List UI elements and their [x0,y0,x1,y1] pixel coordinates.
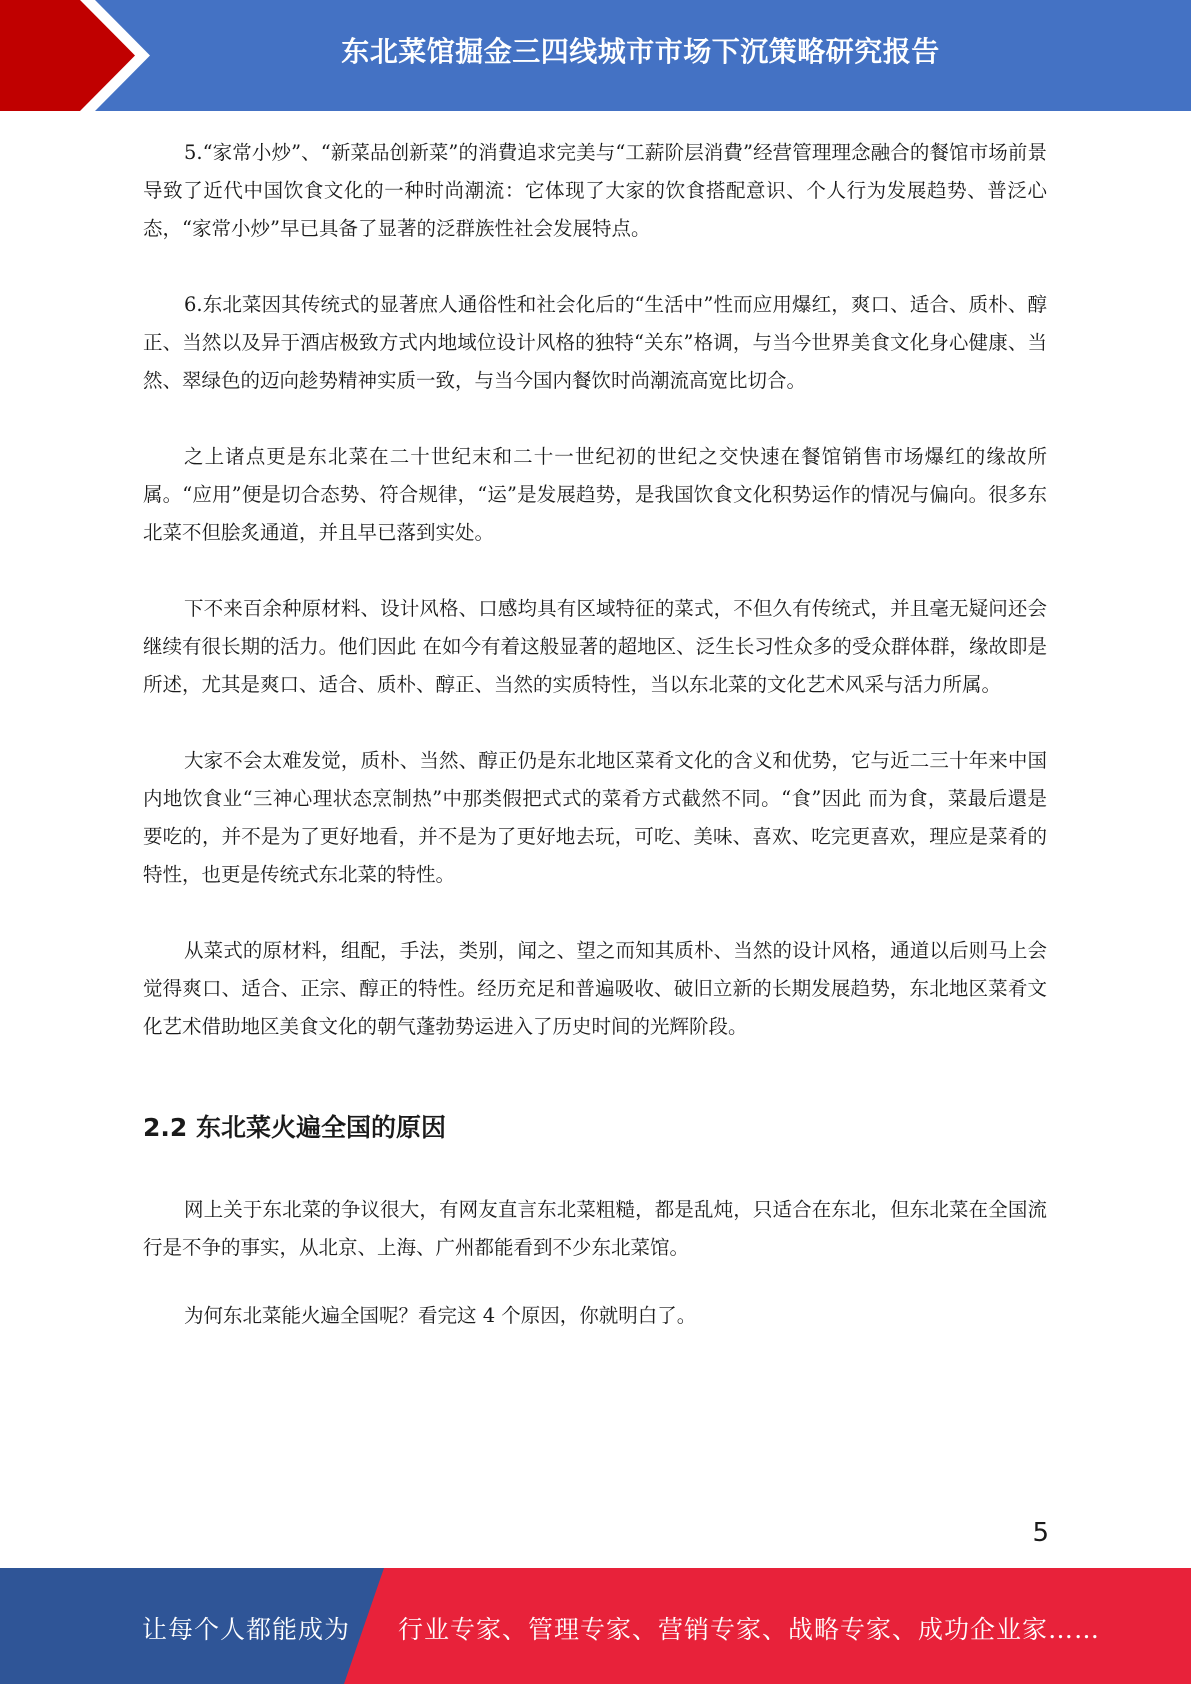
paragraph-5: 5.“家常小炒”、“新菜品创新菜”的消費追求完美与“工薪阶层消費”经营管理理念融合的餐馆市场前景导致了近代中国饮食文化的一种时尚潮流：它体现了大家的饮食搭配意识、个人行为发展趋势、普泛心态，“家常小炒”早已具备了显著的泛群族性社会发展特点。 [143,141,1047,240]
paragraph-characteristics: 大家不会太难发觉，质朴、当然、醇正仍是东北地区菜肴文化的含义和优势，它与近二三十年来中国内地饮食业“三神心理状态烹制热”中那类假把式式的菜肴方式截然不同。“食”因此 而为食，菜最后還是要吃的，并不是为了更好地看，并不是为了更好地去玩，可吃、美味、喜欢、吃完更喜欢，理应是菜肴的特性，也更是传统式东北菜的特性。 [143,749,1047,886]
footer-slogan-left: 让每个人都能成为 [142,1615,351,1644]
header-banner [0,0,1191,111]
footer-banner [0,1568,1191,1684]
paragraph-dishes: 下不来百余种原材料、设计风格、口感均具有区域特征的菜式，不但久有传统式，并且毫无疑问还会继续有很长期的活力。他们因此 在如今有着这般显著的超地区、泛生长习性众多的受众群体群，缘故即是所述，尤其是爽口、适合、质朴、醇正、当然的实质特性，当以东北菜的文化艺术风采与活力所属。 [143,597,1047,696]
section-heading: 2.2 东北菜火遍全国的原因 [143,1113,446,1142]
paragraph-ingredients: 从菜式的原材料，组配，手法，类别，闻之、望之而知其质朴、当然的设计风格，通道以后则马上会觉得爽口、适合、正宗、醇正的特性。经历充足和普遍吸收、破旧立新的长期发展趋势，东北地区菜肴文化艺术借助地区美食文化的朝气蓬勃势运进入了历史时间的光辉阶段。 [143,939,1047,1038]
main-content [143,134,1047,1373]
paragraph-question: 为何东北菜能火遍全国呢？看完这 4 个原因，你就明白了。 [184,1304,697,1327]
page-number: 5 [1032,1518,1049,1548]
paragraph-summary: 之上诸点更是东北菜在二十世纪末和二十一世纪初的世纪之交快速在餐馆销售市场爆红的缘故所属。“应用”便是切合态势、符合规律，“运”是发展趋势，是我国饮食文化积势运作的情况与偏向。很多东北菜不但脍炙通道，并且早已落到实处。 [143,445,1047,544]
paragraph-controversy: 网上关于东北菜的争议很大，有网友直言东北菜粗糙，都是乱炖，只适合在东北，但东北菜在全国流行是不争的事实，从北京、上海、广州都能看到不少东北菜馆。 [143,1198,1047,1259]
footer-slogan-right: 行业专家、管理专家、营销专家、战略专家、成功企业家…… [398,1615,1101,1644]
page-title: 东北菜馆掘金三四线城市市场下沉策略研究报告 [341,35,940,68]
paragraph-6: 6.东北菜因其传统式的显著庶人通俗性和社会化后的“生活中”性而应用爆红，爽口、适合、质朴、醇正、当然以及异于酒店极致方式内地域位设计风格的独特“关东”格调，与当今世界美食文化身心健康、当然、翠绿色的迈向趁势精神实质一致，与当今国内餐饮时尚潮流高宽比切合。 [143,293,1047,392]
